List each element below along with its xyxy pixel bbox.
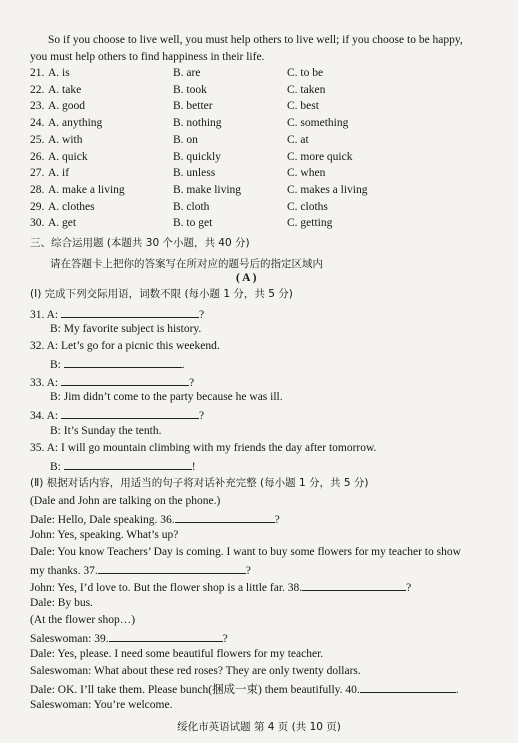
dialogue-dale-2: Dale: You know Teachers’ Day is coming. I want to buy some flowers for my teacher to show xyxy=(30,546,461,558)
cloze-option-c: C. getting xyxy=(287,217,333,230)
intro-line-2: you must help others to find happiness in their life. xyxy=(30,51,265,63)
q40-line: Dale: OK. I’ll take them. Please bunch(捆成一束) them beautifully. 40. . xyxy=(30,681,459,697)
cloze-option-b: B. took xyxy=(173,83,207,96)
dialogue-john-1: John: Yes, speaking. What’s up? xyxy=(30,529,179,541)
q32-line: 32. A: Let’s go for a picnic this weekend. xyxy=(30,340,220,352)
cloze-option-b: B. cloth xyxy=(173,200,210,213)
cloze-item-number: 21. xyxy=(30,67,45,79)
cloze-option-c: C. taken xyxy=(287,83,326,96)
q34-answer-b: B: It’s Sunday the tenth. xyxy=(50,425,162,437)
q39-line: Saleswoman: 39. ? xyxy=(30,630,228,646)
page-footer: 绥化市英语试题 第 4 页 (共 10 页) xyxy=(177,721,341,733)
cloze-option-b: B. to get xyxy=(173,217,213,230)
part-a-label: ( A ) xyxy=(236,272,257,284)
q31-blank[interactable] xyxy=(61,306,199,318)
cloze-option-c: C. something xyxy=(287,117,349,130)
dialogue-saleswoman-3: Saleswoman: You’re welcome. xyxy=(30,699,173,711)
cloze-option-c: C. to be xyxy=(287,67,324,79)
cloze-option-c: C. more quick xyxy=(287,150,353,163)
cloze-option-b: B. on xyxy=(173,133,198,146)
dialogue-scene-2: (At the flower shop…) xyxy=(30,614,136,626)
cloze-option-a: A. make a living xyxy=(48,183,125,196)
q34-blank[interactable] xyxy=(61,407,199,419)
q32-blank[interactable] xyxy=(64,356,182,368)
q35-blank[interactable] xyxy=(64,458,192,470)
q34-line: 34. A: ? xyxy=(30,407,204,423)
cloze-option-c: C. best xyxy=(287,100,319,113)
cloze-option-a: A. if xyxy=(48,167,70,180)
dialogue-dale-3: Dale: By bus. xyxy=(30,597,93,609)
cloze-item-number: 27. xyxy=(30,167,45,180)
cloze-item-number: 24. xyxy=(30,117,45,130)
cloze-option-b: B. better xyxy=(173,100,213,113)
cloze-option-a: A. quick xyxy=(48,150,88,163)
cloze-option-c: C. when xyxy=(287,167,326,180)
cloze-option-a: A. anything xyxy=(48,117,103,130)
q33-line: 33. A: ? xyxy=(30,374,194,390)
cloze-option-a: A. good xyxy=(48,100,86,113)
q35-b-line: B: ! xyxy=(50,458,196,474)
q36-blank[interactable] xyxy=(175,511,275,523)
q31-answer-b: B: My favorite subject is history. xyxy=(50,323,202,335)
intro-line-1: So if you choose to live well, you must help others to live well; if you choose to be happy, xyxy=(48,34,463,46)
q33-blank[interactable] xyxy=(61,374,189,386)
cloze-item-number: 30. xyxy=(30,217,45,230)
cloze-item-number: 29. xyxy=(30,200,45,213)
q32-b-line: B: . xyxy=(50,356,185,372)
section3-title: 三、综合运用题 (本题共 30 个小题，共 40 分) xyxy=(30,237,250,249)
q38-blank[interactable] xyxy=(302,579,406,591)
answer-instruction: 请在答题卡上把你的答案写在所对应的题号后的指定区域内 xyxy=(50,258,323,270)
cloze-option-b: B. make living xyxy=(173,183,242,196)
cloze-option-b: B. nothing xyxy=(173,117,222,130)
q35-line: 35. A: I will go mountain climbing with my friends the day after tomorrow. xyxy=(30,442,377,454)
q36-line: Dale: Hello, Dale speaking. 36. ? xyxy=(30,511,280,527)
cloze-option-a: A. with xyxy=(48,133,83,146)
cloze-option-b: B. quickly xyxy=(173,150,221,163)
q37-line: my thanks. 37. ? xyxy=(30,562,251,578)
q40-blank[interactable] xyxy=(360,681,456,693)
cloze-option-b: B. unless xyxy=(173,167,216,180)
dialogue-dale-4: Dale: Yes, please. I need some beautiful flowers for my teacher. xyxy=(30,648,324,660)
q33-answer-b: B: Jim didn’t come to the party because he was ill. xyxy=(50,391,283,403)
q31-line: 31. A: ? xyxy=(30,306,204,322)
part2-title: (Ⅱ) 根据对话内容，用适当的句子将对话补充完整 (每小题 1 分，共 5 分) xyxy=(30,477,369,489)
cloze-item-number: 28. xyxy=(30,183,45,196)
cloze-item-number: 26. xyxy=(30,150,45,163)
cloze-option-c: C. at xyxy=(287,133,309,146)
cloze-option-a: A. take xyxy=(48,83,82,96)
cloze-option-c: C. makes a living xyxy=(287,183,368,196)
cloze-option-c: C. cloths xyxy=(287,200,328,213)
dialogue-saleswoman-2: Saleswoman: What about these red roses? They are only twenty dollars. xyxy=(30,665,361,677)
cloze-item-number: 23. xyxy=(30,100,45,113)
q37-blank[interactable] xyxy=(98,562,246,574)
cloze-option-a: A. clothes xyxy=(48,200,95,213)
part1-title: (Ⅰ) 完成下列交际用语，词数不限 (每小题 1 分，共 5 分) xyxy=(30,288,293,300)
cloze-option-a: A. is xyxy=(48,67,70,79)
dialogue-scene-1: (Dale and John are talking on the phone.) xyxy=(30,495,221,507)
q38-line: John: Yes, I’d love to. But the flower shop is a little far. 38. ? xyxy=(30,579,411,595)
q39-blank[interactable] xyxy=(109,630,223,642)
cloze-item-number: 25. xyxy=(30,133,45,146)
cloze-option-a: A. get xyxy=(48,217,77,230)
cloze-option-b: B. are xyxy=(173,67,201,79)
cloze-item-number: 22. xyxy=(30,83,45,96)
